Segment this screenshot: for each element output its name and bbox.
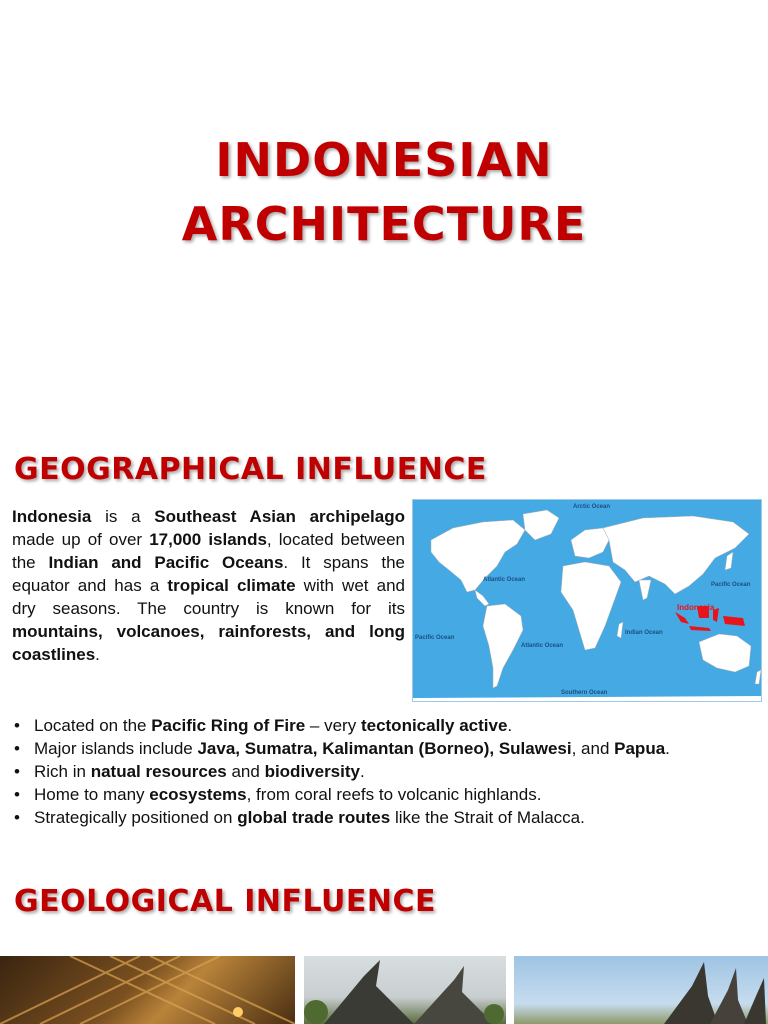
- intro-run-7: . It spans the equator and has a: [12, 553, 406, 595]
- intro-run-9: with wet and dry seasons. The country is known for its: [12, 576, 405, 618]
- bamboo-interior-photo: [0, 956, 295, 1024]
- bullet-3-run-0: Home to many: [34, 785, 150, 804]
- bullet-0-run-4: .: [507, 716, 513, 735]
- map-label-pacific-ocean-west: Pacific Ocean: [415, 635, 455, 641]
- map-label-atlantic-ocean-north: Atlantic Ocean: [483, 577, 526, 583]
- bullet-0-run-3: tectonically active: [360, 716, 508, 735]
- bullet-4-run-0: Strategically positioned on: [34, 808, 238, 827]
- bullet-item: [14, 806, 756, 829]
- intro-run-8: tropical climate: [167, 576, 296, 595]
- traditional-roof-photo-2: [514, 956, 768, 1024]
- map-label-southern-ocean: Southern Ocean: [561, 690, 608, 696]
- bullet-2-run-2: and: [226, 762, 265, 781]
- geographical-influence-heading: GEOGRAPHICAL INFLUENCE: [14, 452, 487, 487]
- page-title: [0, 128, 768, 256]
- geological-influence-heading: GEOLOGICAL INFLUENCE: [14, 884, 437, 919]
- map-label-indian-ocean: Indian Ocean: [625, 630, 663, 636]
- geographical-bullet-list: [14, 714, 756, 829]
- bullet-1-run-3: Papua: [614, 739, 666, 758]
- bullet-4-run-1: global trade routes: [237, 808, 391, 827]
- intro-run-1: is a: [91, 507, 155, 526]
- bullet-0-run-1: Pacific Ring of Fire: [151, 716, 306, 735]
- geographical-intro-paragraph: [12, 505, 405, 666]
- map-label-arctic-ocean: Arctic Ocean: [573, 504, 611, 510]
- title-line-2: ARCHITECTURE: [181, 197, 587, 251]
- bullet-item: [14, 737, 756, 760]
- bullet-item: [14, 783, 756, 806]
- bullet-1-run-4: .: [665, 739, 670, 758]
- bullet-1-run-1: Java, Sumatra, Kalimantan (Borneo), Sulawesi: [197, 739, 572, 758]
- bullet-item: [14, 714, 756, 737]
- intro-run-6: Indian and Pacific Oceans: [48, 553, 284, 572]
- intro-run-0: Indonesia: [12, 507, 92, 526]
- bullet-1-run-0: Major islands include: [34, 739, 198, 758]
- bullet-0-run-0: Located on the: [34, 716, 152, 735]
- bullet-3-run-1: ecosystems: [149, 785, 247, 804]
- intro-run-10: mountains, volcanoes, rainforests, and long coastlines: [12, 622, 405, 664]
- map-label-pacific-ocean-east: Pacific Ocean: [711, 582, 751, 588]
- bullet-2-run-1: natual resources: [90, 762, 227, 781]
- bullet-2-run-0: Rich in: [34, 762, 91, 781]
- bullet-4-run-2: like the Strait of Malacca.: [390, 808, 585, 827]
- intro-run-5: , located between the: [12, 530, 405, 572]
- title-line-1: INDONESIAN: [215, 133, 553, 187]
- map-label-indonesia: Indonesia: [677, 603, 715, 612]
- world-map-image: [412, 499, 762, 702]
- traditional-roof-photo-1: [304, 956, 506, 1024]
- bullet-0-run-2: – very: [305, 716, 361, 735]
- intro-run-3: made up of over: [12, 530, 150, 549]
- intro-run-4: 17,000 islands: [149, 530, 267, 549]
- bullet-item: [14, 760, 756, 783]
- bullet-2-run-4: .: [359, 762, 365, 781]
- map-label-atlantic-ocean-south: Atlantic Ocean: [521, 643, 564, 649]
- intro-run-11: .: [95, 645, 100, 664]
- bullet-1-run-2: , and: [571, 739, 615, 758]
- intro-run-2: Southeast Asian archipelago: [154, 507, 405, 526]
- bullet-2-run-3: biodiversity: [264, 762, 360, 781]
- bullet-3-run-2: , from coral reefs to volcanic highlands.: [246, 785, 542, 804]
